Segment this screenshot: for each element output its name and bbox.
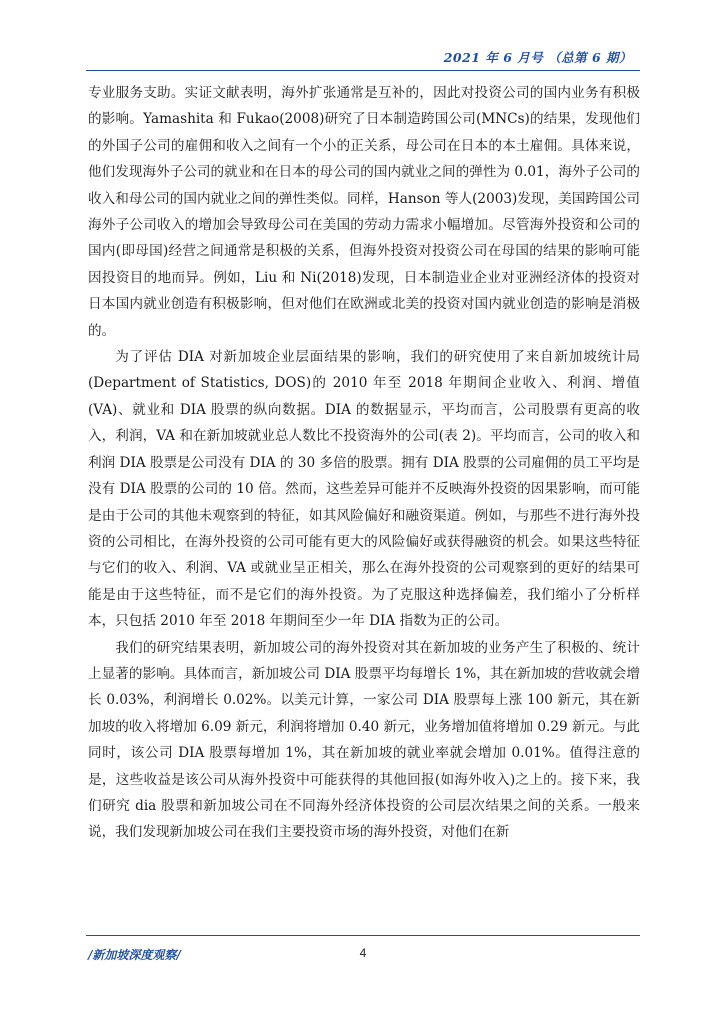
footer-divider: [86, 935, 640, 936]
header-divider: [86, 70, 640, 71]
publication-name: /新加坡深度观察/: [88, 948, 181, 962]
issue-label: 2021 年 6 月号 （总第 6 期）: [443, 50, 632, 65]
article-body: [88, 80, 640, 846]
paragraph-results: 我们的研究结果表明，新加坡公司的海外投资对其在新加坡的业务产生了积极的、统计上显著的影响。具体而言，新加坡公司 DIA 股票平均每增长 1%，其在新加坡的营收就会增长 0.03%，利润增长 0.02%。以美元计算，一家公司 DIA 股票每上涨 100 新元，其在新加坡的收入将增加 6.09 新元，利润将增加 0.40 新元，业务增加值将增加 0.29 新元。与此同时，该公司 DIA 股票每增加 1%，其在新加坡的就业率就会增加 0.01%。值得注意的是，这些收益是该公司从海外投资中可能获得的其他回报(如海外收入)之上的。接下来，我们研究 dia 股票和新加坡公司在不同海外经济体投资的公司层次结果之间的关系。一般来说，我们发现新加坡公司在我们主要投资市场的海外投资，对他们在新: [88, 639, 640, 841]
paragraph-methodology: 为了评估 DIA 对新加坡企业层面结果的影响，我们的研究使用了来自新加坡统计局(Department of Statistics, DOS)的 2010 年至 2018 年期间企业收入、利润、增值(VA)、就业和 DIA 股票的纵向数据。DIA 的数据显示，平均而言，公司股票有更高的收入，利润，VA 和在新加坡就业总人数比不投资海外的公司(表 2)。平均而言，公司的收入和利润 DIA 股票是公司没有 DIA 的 30 多倍的股票。拥有 DIA 股票的公司雇佣的员工平均是没有 DIA 股票的公司的 10 倍。然而，这些差异可能并不反映海外投资的因果影响，而可能是由于公司的其他未观察到的特征，如其风险偏好和融资渠道。例如，与那些不进行海外投资的公司相比，在海外投资的公司可能有更大的风险偏好或获得融资的机会。如果这些特征与它们的收入、利润、VA 或就业呈正相关，那么在海外投资的公司观察到的更好的结果可能是由于这些特征，而不是它们的海外投资。为了克服这种选择偏差，我们缩小了分析样本，只包括 2010 年至 2018 年期间至少一年 DIA 指数为正的公司。: [88, 349, 640, 630]
page-number: 4: [359, 946, 367, 960]
paragraph-continuation: 专业服务支助。实证文献表明，海外扩张通常是互补的，因此对投资公司的国内业务有积极的影响。Yamashita 和 Fukao(2008)研究了日本制造跨国公司(MNCs)的结果，发现他们的外国子公司的雇佣和收入之间有一个小的正关系，母公司在日本的本土雇佣。具体来说，他们发现海外子公司的就业和在日本的母公司的国内就业之间的弹性为 0.01，海外子公司的收入和母公司的国内就业之间的弹性类似。同样，Hanson 等人(2003)发现，美国跨国公司海外子公司收入的增加会导致母公司在美国的劳动力需求小幅增加。尽管海外投资和公司的国内(即母国)经营之间通常是积极的关系，但海外投资对投资公司在母国的结果的影响可能因投资目的地而异。例如，Liu 和 Ni(2018)发现，日本制造业企业对亚洲经济体的投资对日本国内就业创造有积极影响，但对他们在欧洲或北美的投资对国内就业创造的影响是消极的。: [88, 85, 640, 339]
